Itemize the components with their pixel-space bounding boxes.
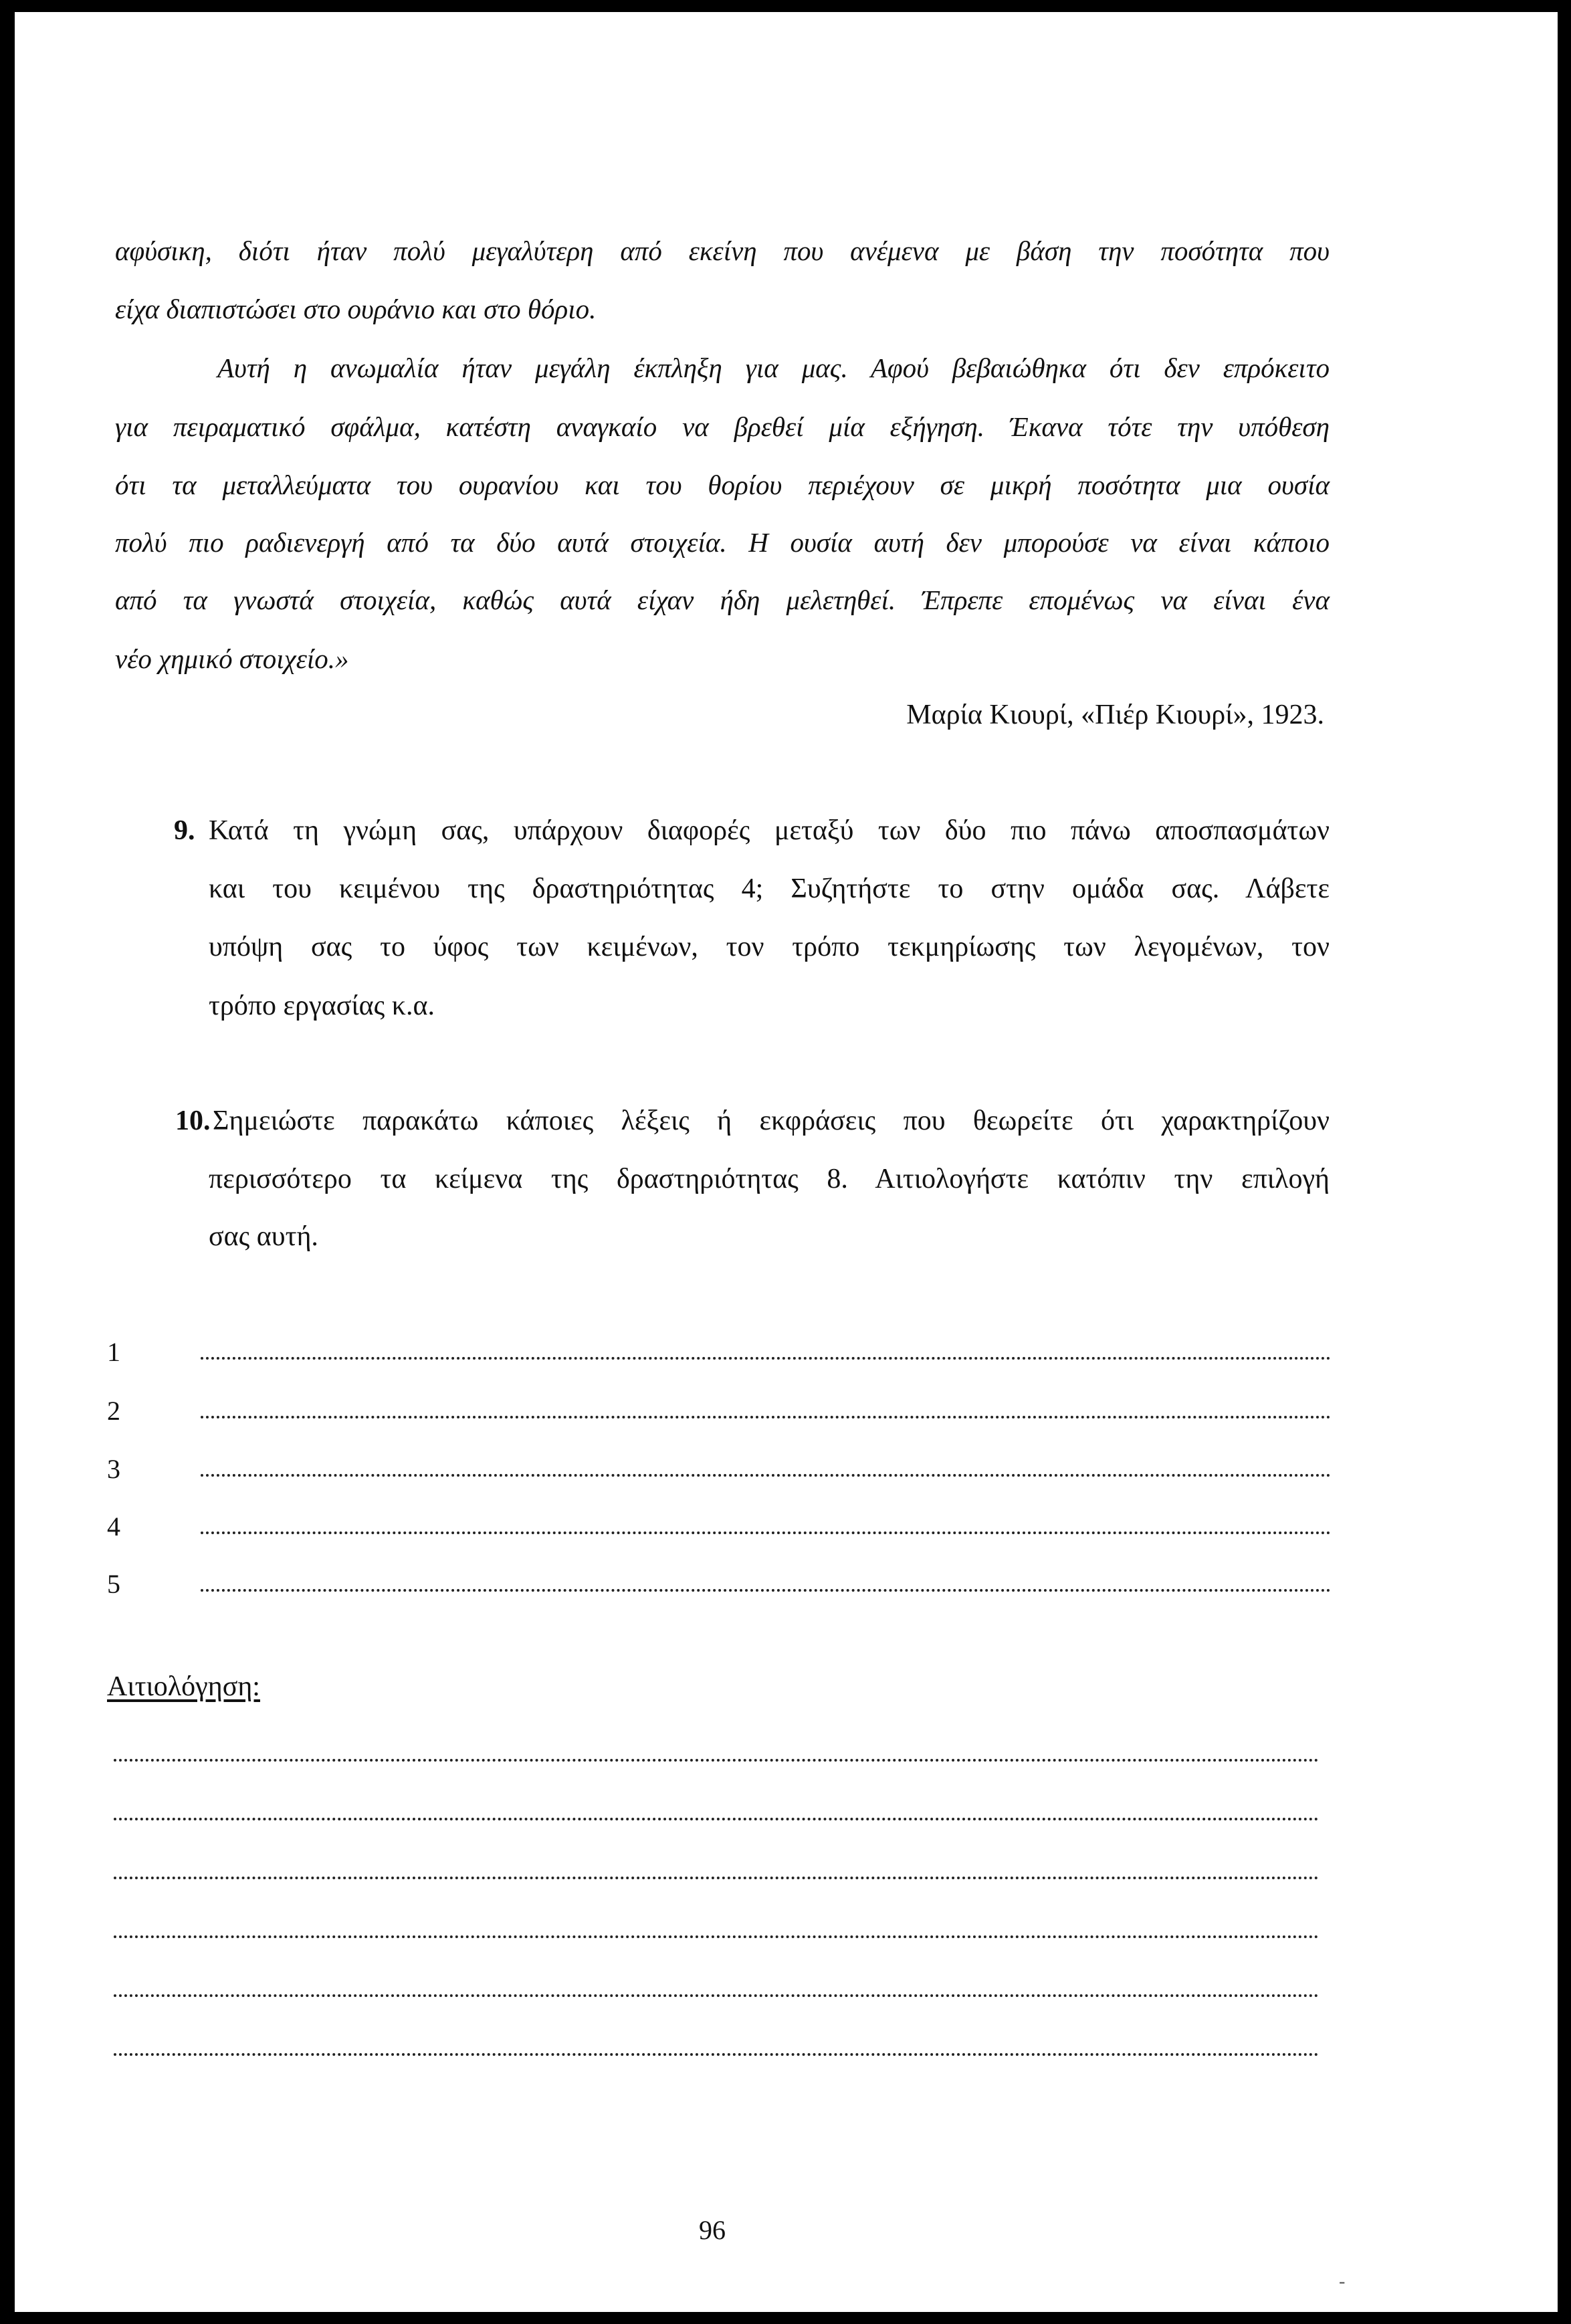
question-line: υπόψη σας το ύφος των κειμένων, τον τρόπο τεκμηρίωσης των λεγομένων, τον — [209, 932, 1330, 962]
question-line: Σημειώστε παρακάτω κάποιες λέξεις ή εκφράσεις που θεωρείτε ότι χαρακτηρίζουν — [213, 1105, 1330, 1136]
dotted-answer-line[interactable] — [201, 1589, 1331, 1592]
quote-line: για πειραματικό σφάλμα, κατέστη αναγκαίο να βρεθεί μία εξήγηση. Έκανα τότε την υπόθεση — [115, 411, 1330, 442]
question-line: και του κειμένου της δραστηριότητας 4; Συζητήστε το στην ομάδα σας. Λάβετε — [209, 873, 1330, 904]
scan-border-bottom — [0, 2312, 1571, 2324]
quote-line: αφύσικη, διότι ήταν πολύ μεγαλύτερη από εκείνη που ανέμενα με βάση την ποσότητα που — [115, 235, 1330, 266]
dotted-answer-line[interactable] — [201, 1531, 1331, 1534]
question-number: 10. — [175, 1105, 211, 1136]
page-number: 96 — [699, 2215, 726, 2245]
dotted-justification-line[interactable] — [114, 1759, 1319, 1762]
justification-label: Αιτιολόγηση: — [107, 1671, 260, 1702]
answer-number: 5 — [107, 1569, 120, 1599]
question-line: Κατά τη γνώμη σας, υπάρχουν διαφορές μεταξύ των δύο πιο πάνω αποσπασμάτων — [209, 815, 1330, 846]
dotted-justification-line[interactable] — [114, 1994, 1319, 1997]
quote-line: είχα διαπιστώσει στο ουράνιο και στο θόριο. — [115, 294, 597, 324]
scan-border-left — [0, 0, 15, 2324]
stray-mark: - — [1339, 2271, 1346, 2292]
answer-number: 3 — [107, 1454, 120, 1484]
answer-number: 2 — [107, 1396, 120, 1426]
question-line: τρόπο εργασίας κ.α. — [209, 990, 435, 1021]
quote-source: Μαρία Κιουρί, «Πιέρ Κιουρί», 1923. — [906, 700, 1324, 730]
quote-line: ότι τα μεταλλεύματα του ουρανίου και του θορίου περιέχουν σε μικρή ποσότητα μια ουσία — [115, 469, 1330, 500]
quote-line: Αυτή η ανωμαλία ήταν μεγάλη έκπληξη για μας. Αφού βεβαιώθηκα ότι δεν επρόκειτο — [217, 352, 1330, 383]
dotted-justification-line[interactable] — [114, 1818, 1319, 1820]
quote-line: από τα γνωστά στοιχεία, καθώς αυτά είχαν ήδη μελετηθεί. Έπρεπε επομένως να είναι ένα — [115, 585, 1330, 615]
answer-number: 4 — [107, 1511, 120, 1542]
dotted-justification-line[interactable] — [114, 1935, 1319, 1938]
scan-border-top — [0, 0, 1571, 12]
question-line: σας αυτή. — [209, 1221, 318, 1252]
dotted-answer-line[interactable] — [201, 1416, 1331, 1418]
dotted-justification-line[interactable] — [114, 2053, 1319, 2056]
question-number: 9. — [174, 815, 195, 846]
quote-line: νέο χημικό στοιχείο.» — [115, 643, 349, 674]
scan-border-right — [1558, 0, 1571, 2324]
quote-line: πολύ πιο ραδιενεργή από τα δύο αυτά στοιχεία. Η ουσία αυτή δεν μπορούσε να είναι κάποιο — [115, 527, 1330, 558]
answer-number: 1 — [107, 1337, 120, 1367]
question-line: περισσότερο τα κείμενα της δραστηριότητας 8. Αιτιολογήστε κατόπιν την επιλογή — [209, 1164, 1330, 1194]
dotted-answer-line[interactable] — [201, 1357, 1331, 1360]
dotted-justification-line[interactable] — [114, 1877, 1319, 1879]
dotted-answer-line[interactable] — [201, 1474, 1331, 1477]
